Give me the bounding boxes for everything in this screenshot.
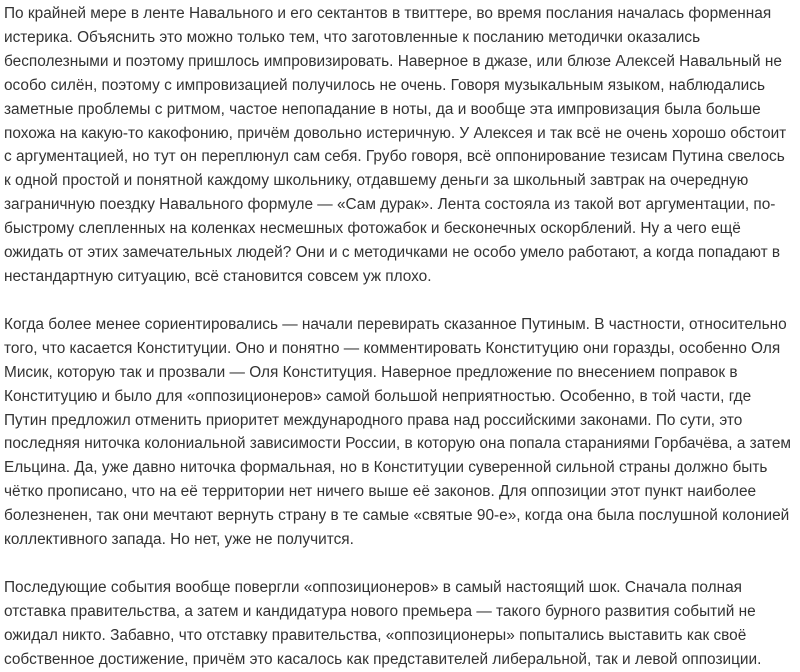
paragraph-1: По крайней мере в ленте Навального и его сектантов в твиттере, во время послания началась форменная истерика. Объяснить это можно только тем, что заготовленные к посланию методички оказались бесполезными и поэтому пришлось импровизировать. Наверное в джазе, или блюзе Алексей Навальный не особо силён, поэтому с импровизацией получилось не очень. Говоря музыкальным языком, наблюдались заметные проблемы с ритмом, частое непопадание в ноты, да и вообще эта импровизация была больше похожа на какую-то какофонию, причём довольно истеричную. У Алексея и так всё не очень хорошо обстоит с аргументацией, но тут он переплюнул сам себя. Грубо говоря, всё оппонирование тезисам Путина свелось к одной простой и понятной каждому школьнику, отдавшему деньги за школьный завтрак на очередную заграничную поездку Навального формуле — «Сам дурак». Лента состояла из такой вот аргументации, по-быстрому слепленных на коленках несмешных фотожабок и бесконечных оскорблений. Ну а чего ещё ожидать от этих замечательных людей? Они и с методичками не особо умело работают, а когда попадают в нестандартную ситуацию, всё становится совсем уж плохо.	[4, 5, 787, 285]
article-body	[4, 0, 794, 672]
paragraph-2: Когда более менее сориентировались — начали перевирать сказанное Путиным. В частности, относительно того, что касается Конституции. Оно и понятно — комментировать Конституцию они горазды, особенно Оля Мисик, которую так и прозвали — Оля Конституция. Наверное предложение по внесением поправок в Конституцию и было для «оппозиционеров» самой большой неприятностью. Особенно, в той части, где Путин предложил отменить приоритет международного права над российскими законами. По сути, это последняя ниточка колониальной зависимости России, в которую она попала стараниями Горбачёва, а затем Ельцина. Да, уже давно ниточка формальная, но в Конституции суверенной сильной страны должно быть чётко прописано, что на её территории нет ничего выше её законов. Для оппозиции этот пункт наиболее болезненен, так они мечтают вернуть страну в те самые «святые 90-е», когда она была послушной колонией коллективного запада. Но нет, уже не получится.	[4, 315, 791, 549]
paragraph-3: Последующие события вообще повергли «оппозиционеров» в самый настоящий шок. Сначала полная отставка правительства, а затем и кандидатура нового премьера — такого бурного развития событий не ожидал никто. Забавно, что отставку правительства, «оппозиционеры» попытались выставить как своё собственное достижение, причём это касалось как представителей либеральной, так и левой оппозиции.	[4, 578, 762, 668]
